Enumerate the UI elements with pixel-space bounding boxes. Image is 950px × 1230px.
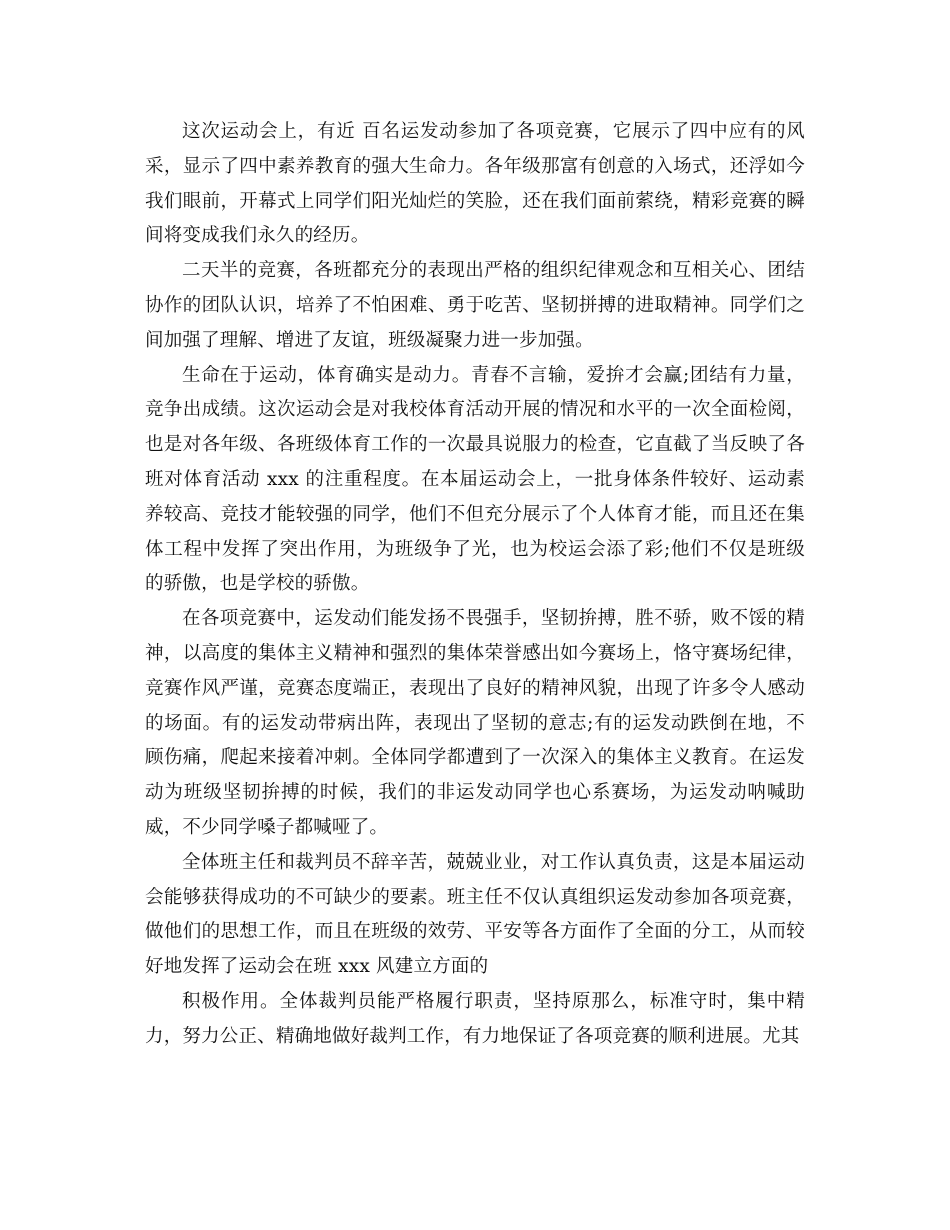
document-body: [145, 115, 805, 1055]
paragraph-4: 在各项竞赛中，运发动们能发扬不畏强手，坚韧拚搏，胜不骄，败不馁的精神，以高度的集体主义精神和强烈的集体荣誉感出如今赛场上，恪守赛场纪律，竞赛作风严谨，竞赛态度端正，表现出了良好的精神风貌，出现了许多令人感动的场面。有的运发动带病出阵，表现出了坚韧的意志;有的运发动跌倒在地，不顾伤痛，爬起来接着冲刺。全体同学都遭到了一次深入的集体主义教育。在运发动为班级坚韧拚搏的时候，我们的非运发动同学也心系赛场，为运发动呐喊助威，不少同学嗓子都喊哑了。: [145, 608, 805, 838]
paragraph-5: 全体班主任和裁判员不辞辛苦，兢兢业业，对工作认真负责，这是本届运动会能够获得成功的不可缺少的要素。班主任不仅认真组织运发动参加各项竞赛，做他们的思想工作，而且在班级的效劳、平安等各方面作了全面的分工，从而较好地发挥了运动会在班 xxx 风建立方面的: [145, 851, 805, 978]
paragraph-6: 积极作用。全体裁判员能严格履行职责，坚持原那么，标准守时，集中精力，努力公正、精确地做好裁判工作，有力地保证了各项竞赛的顺利进展。尤其: [145, 990, 805, 1047]
paragraph-1: 这次运动会上，有近 百名运发动参加了各项竞赛，它展示了四中应有的风采，显示了四中素养教育的强大生命力。各年级那富有创意的入场式，还浮如今我们眼前，开幕式上同学们阳光灿烂的笑脸，还在我们面前萦绕，精彩竞赛的瞬间将变成我们永久的经历。: [145, 121, 805, 247]
paragraph-3: 生命在于运动，体育确实是动力。青春不言输，爱拚才会赢;团结有力量，竞争出成绩。这次运动会是对我校体育活动开展的情况和水平的一次全面检阅，也是对各年级、各班级体育工作的一次最具说服力的检查，它直截了当反映了各班对体育活动 xxx 的注重程度。在本届运动会上，一批身体条件较好、运动素养较高、竞技才能较强的同学，他们不但充分展示了个人体育才能，而且还在集体工程中发挥了突出作用，为班级争了光，也为校运会添了彩;他们不仅是班级的骄傲，也是学校的骄傲。: [145, 364, 805, 595]
paragraph-2: 二天半的竞赛，各班都充分的表现出严格的组织纪律观念和互相关心、团结协作的团队认识，培养了不怕困难、勇于吃苦、坚韧拼搏的进取精神。同学们之间加强了理解、增进了友谊，班级凝聚力进一步加强。: [145, 260, 805, 351]
